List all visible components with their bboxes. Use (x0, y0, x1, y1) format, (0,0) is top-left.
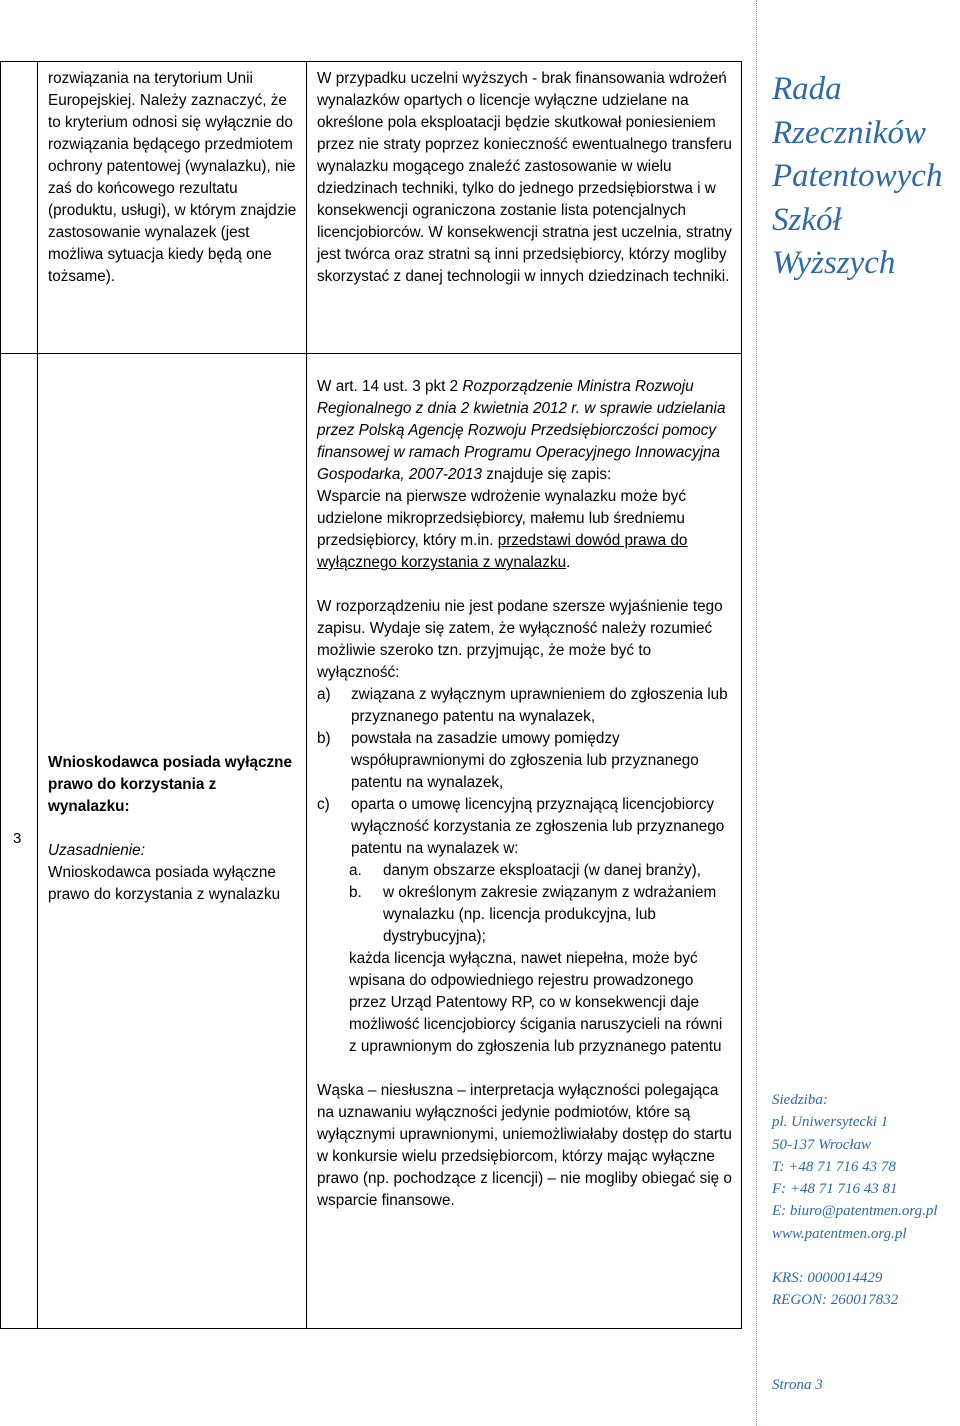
table-col-divider-1 (37, 61, 38, 1329)
council-name-line: Rzeczników (772, 114, 926, 151)
krs-number: KRS: 0000014429 (772, 1270, 883, 1287)
citation-suffix: znajduje się zapis: (482, 466, 612, 483)
list-item (317, 794, 733, 860)
table-row-divider (0, 353, 742, 354)
fax-number: F: +48 71 716 43 81 (772, 1181, 898, 1198)
narrow-interpretation-paragraph: Wąska – niesłuszna – interpretacja wyłączności polegająca na uznawaniu wyłączności jedynie podmiotów, które są wyłącznymi uprawnionymi, uniemożliwiałaby dostęp do startu w konkursie wielu przedsiębiorcom, którzy mając wyłączne prawo (np. pochodzące z licencji) – nie mogliby obiegać się o wsparcie finansowe. (317, 1082, 732, 1209)
regulation-quote (317, 486, 733, 574)
citation-prefix: W art. 14 ust. 3 pkt 2 (317, 378, 463, 395)
justification-text: Wnioskodawca posiada wyłączne prawo do korzystania z wynalazku (48, 864, 281, 903)
row-a-justification-text: W przypadku uczelni wyższych - brak finansowania wdrożeń wynalazków opartych o licencje wyłączne udzielane na określone pola eksploatacji będzie skutkował poniesieniem przez nie straty poprzez konieczność ewentualnego transferu wynalazku mogącego znaleźć zastosowanie w wielu dziedzinach techniki, tylko do jednego przedsiębiorstwa i w konsekwencji ograniczona zostanie lista potencjalnych licencjobiorców. W konsekwencji stratna jest uczelnia, stratny jest twórca oraz stratni są inni przedsiębiorcy, którzy mogliby skorzystać z danej technologii w innych dziedzinach techniki. (317, 70, 732, 285)
sublist-marker: b. (349, 884, 362, 901)
row-a-justification (317, 68, 733, 288)
council-name-line: Rada (772, 71, 842, 107)
list-text: oparta o umowę licencyjną przyznającą licencjobiorcy wyłączność korzystania ze zgłoszenia lub przyznanego patentu na wynalazek w: (351, 796, 725, 857)
table-border-bottom (0, 1328, 742, 1329)
list-text: powstała na zasadzie umowy pomiędzy współuprawnionymi do zgłoszenia lub przyznanego patentu na wynalazek, (351, 730, 699, 791)
criterion-heading: Wnioskodawca posiada wyłączne prawo do korzystania z wynalazku: (48, 754, 292, 815)
list-marker: b) (317, 730, 331, 747)
council-name (772, 68, 952, 286)
interpretation-paragraph: W rozporządzeniu nie jest podane szersze wyjaśnienie tego zapisu. Wydaje się zatem, że wyłączność należy rozumieć możliwie szeroko tzn. przyjmując, że może być to wyłączność: (317, 598, 723, 681)
spacer (772, 1245, 960, 1267)
quote-text: Wsparcie na pierwsze wdrożenie wynalazku może być udzielone mikroprzedsiębiorcy, małemu lub średniemu przedsiębiorcy, który m.in. (317, 488, 686, 549)
list-text: związana z wyłącznym uprawnieniem do zgłoszenia lub przyznanego patentu na wynalazek, (351, 686, 728, 725)
table-border-left (0, 61, 1, 1329)
row-a-description (48, 68, 300, 288)
list-marker: a) (317, 686, 331, 703)
list-item (317, 684, 733, 728)
quote-end: . (566, 554, 571, 571)
phone-number: T: +48 71 716 43 78 (772, 1158, 896, 1175)
criteria-table (0, 61, 742, 1329)
regulation-title: Rozporządzenie Ministra Rozwoju Regionalnego z dnia 2 kwietnia 2012 r. w sprawie udzielania przez Polską Agencję Rozwoju Przedsiębiorczości pomocy finansowej w ramach Programu Operacyjnego Innowacyjna Gospodarka, 2007-2013 (317, 378, 726, 483)
list-marker: c) (317, 796, 330, 813)
regulation-citation (317, 376, 733, 486)
sublist-item (317, 860, 733, 882)
row-number: 3 (13, 830, 22, 847)
website-link[interactable]: www.patentmen.org.pl (772, 1225, 907, 1242)
regon-number: REGON: 260017832 (772, 1292, 899, 1309)
address-city: 50-137 Wrocław (772, 1136, 872, 1153)
council-name-line: Patentowych (772, 158, 943, 194)
sublist-marker: a. (349, 862, 362, 879)
quote-underlined: przedstawi dowód prawa do wyłącznego korzystania z wynalazku (317, 532, 688, 571)
contact-block (772, 1089, 960, 1312)
seat-label: Siedziba: (772, 1092, 828, 1108)
sublist-item (317, 882, 733, 948)
council-name-line: Szkół (772, 201, 842, 238)
row-a-description-text: rozwiązania na terytorium Unii Europejskiej. Należy zaznaczyć, że to kryterium odnosi się wyłącznie do rozwiązania będącego przedmiotem ochrony patentowej (wynalazku), nie zaś do końcowego rezultatu (produktu, usługi), w którym znajdzie zastosowanie wynalazek (jest możliwa sytuacja kiedy będą one tożsame). (48, 70, 297, 285)
list-continuation: każda licencja wyłączna, nawet niepełna, może być wpisana do odpowiedniego rejestru prowadzonego przez Urząd Patentowy RP, co w konsekwencji daje możliwość licencjobiorcy ścigania naruszycieli na równi z uprawnionym do zgłoszenia lub przyznanego patentu (349, 950, 723, 1055)
table-border-right (741, 61, 742, 1329)
address-street: pl. Uniwersytecki 1 (772, 1114, 889, 1131)
email-link[interactable]: E: biuro@patentmen.org.pl (772, 1203, 938, 1220)
council-name-line: Wyższych (772, 245, 896, 281)
sublist-text: danym obszarze eksploatacji (w danej branży), (383, 862, 701, 879)
list-item (317, 728, 733, 794)
sublist-text: w określonym zakresie związanym z wdrażaniem wynalazku (np. licencja produkcyjna, lub dystrybucyjna); (383, 884, 717, 945)
justification-label: Uzasadnienie: (48, 842, 145, 859)
row-b-comment (317, 376, 733, 1212)
page-number: Strona 3 (772, 1377, 823, 1393)
table-border-top (0, 61, 742, 62)
margin-guide-line (756, 0, 757, 1426)
row-b-criterion (48, 752, 300, 906)
table-col-divider-2 (306, 61, 307, 1329)
